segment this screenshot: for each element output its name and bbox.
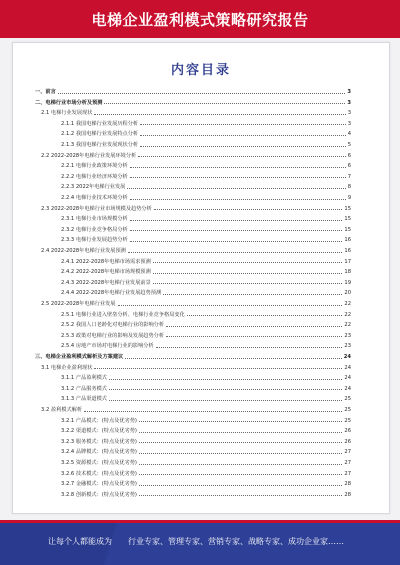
toc-entry-text: 2.1.3 我国电梯行业发展现状分析	[61, 142, 139, 148]
toc-entry-text: 三、电梯企业盈利模式解析及方案建议	[35, 354, 124, 360]
toc-entry-text: 2.4.2 2022-2028年电梯市场规模预测	[61, 269, 151, 276]
toc-entry-page: 25	[344, 407, 351, 413]
toc-entry[interactable]	[61, 172, 351, 180]
toc-entry[interactable]	[41, 363, 351, 371]
toc-entry-page: 26	[344, 438, 351, 445]
toc-entry[interactable]	[41, 108, 351, 116]
toc-entry[interactable]	[61, 341, 351, 349]
toc-entry-text: 2.5.1 电梯行业进入壁垒分析、电梯行业竞争格局变化	[61, 311, 185, 318]
toc-leader-dots	[153, 262, 343, 263]
toc-entry-page: 24	[344, 364, 351, 371]
toc-leader-dots	[94, 368, 342, 369]
toc-entry[interactable]	[41, 299, 351, 307]
toc-entry-text: 3.1 电梯企业盈利现状	[41, 364, 93, 371]
toc-entry-page: 17	[344, 258, 351, 265]
toc-entry[interactable]	[61, 214, 351, 222]
toc-leader-dots	[140, 146, 346, 147]
toc-entry-text: 3.2.6 技术模式：(特点及优劣势)	[61, 470, 137, 477]
toc-entry-text: 3.2.8 创新模式：(特点及优劣势)	[61, 491, 137, 498]
toc-entry-page: 22	[344, 311, 351, 318]
toc-entry-page: 4	[347, 131, 351, 138]
toc-leader-dots	[127, 188, 345, 189]
report-title: 电梯企业盈利模式策略研究报告	[91, 11, 309, 29]
toc-leader-dots	[166, 336, 342, 337]
toc-entry-page: 25	[344, 396, 351, 403]
toc-entry-page: 22	[344, 301, 351, 307]
toc-entry[interactable]	[41, 405, 351, 413]
toc-entry[interactable]	[61, 235, 351, 243]
report-header-bar	[0, 0, 400, 38]
toc-entry-text: 2.5.3 政策对电梯行业的影响及发展趋势分析	[61, 332, 165, 339]
toc-entry[interactable]	[61, 469, 351, 477]
toc-leader-dots	[139, 432, 342, 433]
footer-tags: 行业专家、管理专家、营销专家、战略专家、成功企业家……	[128, 537, 344, 546]
toc-entry-text: 2.5.4 房地产市场对电梯行业的影响分析	[61, 343, 154, 350]
toc-entry-text: 2.2.4 电梯行业技术环境分析	[61, 195, 128, 201]
toc-leader-dots	[94, 114, 345, 115]
toc-entry-page: 6	[347, 163, 351, 170]
toc-entry[interactable]	[61, 416, 351, 424]
toc-leader-dots	[118, 305, 343, 306]
toc-entry-text: 2.5 2022-2028年电梯行业发展	[41, 301, 116, 307]
toc-entry[interactable]	[61, 394, 351, 402]
footer-banner	[0, 520, 400, 565]
toc-entry[interactable]	[35, 98, 351, 106]
toc-entry-page: 7	[347, 173, 351, 180]
toc-entry-page: 3	[347, 110, 351, 117]
toc-entry-text: 2.4.3 2022-2028年电梯行业发展前景	[61, 279, 151, 286]
toc-entry-page: 28	[344, 481, 351, 488]
toc-leader-dots	[109, 389, 342, 390]
toc-entry-text: 3.2.3 服务模式：(特点及优劣势)	[61, 438, 137, 445]
toc-entry-page: 5	[347, 142, 351, 148]
toc-entry[interactable]	[61, 129, 351, 137]
toc-entry-text: 2.5.2 我国人口老龄化对电梯行业的影响分析	[61, 322, 165, 329]
toc-entry-page: 23	[344, 343, 351, 350]
toc-leader-dots	[130, 199, 346, 200]
toc-leader-dots	[138, 156, 345, 157]
toc-entry-page: 16	[344, 237, 351, 244]
toc-entry-page: 22	[344, 322, 351, 329]
toc-leader-dots	[139, 421, 342, 422]
toc-entry-page: 16	[344, 248, 351, 254]
toc-entry[interactable]	[41, 204, 351, 212]
toc-entry[interactable]	[61, 278, 351, 286]
toc-entry[interactable]	[61, 119, 351, 127]
toc-entry-page: 15	[344, 216, 351, 223]
toc-leader-dots	[139, 442, 342, 443]
toc-entry[interactable]	[61, 458, 351, 466]
toc-entry-page: 23	[344, 332, 351, 339]
toc-entry-page: 9	[347, 195, 351, 201]
toc-entry-page: 28	[344, 491, 351, 498]
toc-leader-dots	[153, 273, 343, 274]
toc-entry-page: 3	[347, 120, 351, 127]
toc-entry-page: 27	[344, 460, 351, 466]
toc-entry-text: 2.1 电梯行业发展现状	[41, 110, 93, 117]
toc-leader-dots	[130, 220, 343, 221]
toc-leader-dots	[130, 177, 346, 178]
toc-entry-text: 3.2.7 金融模式：(特点及优劣势)	[61, 481, 137, 488]
toc-entry[interactable]	[61, 225, 351, 233]
toc-entry[interactable]	[61, 447, 351, 455]
toc-entry[interactable]	[61, 384, 351, 392]
toc-entry-text: 2.2.3 2022年电梯行业发展	[61, 184, 126, 191]
toc-entry-page: 8	[347, 184, 351, 191]
toc-entry-page: 6	[347, 152, 351, 159]
toc-entry-text: 2.4.4 2022-2028年电梯行业发展趋势预测	[61, 290, 162, 297]
toc-entry[interactable]	[61, 310, 351, 318]
toc-entry-page: 3	[347, 99, 351, 106]
toc-leader-dots	[130, 241, 343, 242]
toc-entry[interactable]	[61, 140, 351, 148]
toc-entry-text: 2.4.1 2022-2028年电梯市场需求预测	[61, 258, 151, 265]
toc-leader-dots	[104, 103, 345, 104]
toc-entry-text: 2.3 2022-2028年电梯行业市场规模及趋势分析	[41, 205, 152, 212]
toc-entry[interactable]	[35, 87, 351, 95]
toc-entry-page: 25	[344, 417, 351, 424]
toc-leader-dots	[187, 315, 343, 316]
toc-leader-dots	[139, 474, 342, 475]
toc-leader-dots	[128, 252, 343, 253]
toc-leader-dots	[109, 400, 342, 401]
toc-leader-dots	[153, 283, 343, 284]
toc-leader-dots	[166, 326, 342, 327]
toc-entry-text: 2.3.1 电梯行业市场规模分析	[61, 216, 128, 223]
toc-entry-page: 24	[344, 375, 351, 382]
toc-entry-text: 2.2.1 电梯行业政策环境分析	[61, 163, 128, 170]
toc-entry[interactable]	[41, 246, 351, 254]
toc-entry[interactable]	[61, 426, 351, 434]
toc-leader-dots	[109, 379, 342, 380]
footer-accent-line	[0, 520, 400, 523]
toc-entry[interactable]	[61, 479, 351, 487]
toc-leader-dots	[140, 135, 346, 136]
toc-entry[interactable]	[61, 257, 351, 265]
toc-entry-page: 24	[343, 354, 351, 360]
toc-entry[interactable]	[61, 320, 351, 328]
toc-entry-text: 3.2.1 产品模式：(特点及优劣势)	[61, 417, 137, 424]
toc-entry-text: 3.2.2 渠道模式：(特点及优劣势)	[61, 428, 137, 435]
toc-entry[interactable]	[61, 331, 351, 339]
toc-entry[interactable]	[61, 193, 351, 201]
toc-leader-dots	[139, 495, 342, 496]
toc-entry[interactable]	[61, 267, 351, 275]
toc-entry[interactable]	[61, 182, 351, 190]
toc-title: 内容目录	[170, 63, 231, 78]
toc-entry-text: 3.2.4 品牌模式：(特点及优劣势)	[61, 449, 137, 456]
toc-entry-text: 3.2 盈利模式解析	[41, 407, 83, 413]
toc-entry-page: 19	[344, 279, 351, 286]
toc-entry-text: 2.2 2022-2028年电梯行业发展环境分析	[41, 152, 137, 159]
toc-entry-text: 3.1.2 产品服务模式	[61, 385, 107, 392]
toc-entry-text: 3.2.5 资源模式：(特点及优劣势)	[61, 460, 137, 466]
toc-leader-dots	[130, 230, 343, 231]
toc-entry-page: 3	[347, 89, 351, 95]
toc-leader-dots	[140, 124, 346, 125]
toc-entry-text: 2.3.2 电梯行业竞争格局分析	[61, 226, 128, 233]
toc-entry[interactable]	[61, 490, 351, 498]
toc-leader-dots	[139, 453, 342, 454]
toc-entry[interactable]	[41, 151, 351, 159]
toc-entry-page: 27	[344, 470, 351, 477]
toc-leader-dots	[125, 358, 342, 359]
toc-entry-text: 一、前言	[35, 89, 56, 95]
toc-entry-text: 2.3.3 电梯行业发展趋势分析	[61, 237, 128, 244]
toc-entry-page: 27	[344, 449, 351, 456]
toc-entry-text: 3.1.1 产品盈利模式	[61, 375, 107, 382]
toc-entry-text: 3.1.3 产品渠道模式	[61, 396, 107, 403]
toc-entry-page: 26	[344, 428, 351, 435]
toc-entry-text: 2.1.1 我国电梯行业发展历程分析	[61, 120, 139, 127]
toc-leader-dots	[58, 93, 346, 94]
toc-entry-page: 18	[344, 269, 351, 276]
toc-leader-dots	[139, 464, 342, 465]
toc-entry[interactable]	[35, 352, 351, 360]
toc-entry[interactable]	[61, 437, 351, 445]
footer-slogan: 让每个人都能成为	[48, 537, 112, 546]
toc-entry-page: 15	[344, 226, 351, 233]
toc-entry-text: 2.4 2022-2028年电梯行业发展预测	[41, 248, 126, 254]
toc-leader-dots	[163, 294, 342, 295]
toc-page	[12, 42, 390, 514]
toc-leader-dots	[154, 209, 343, 210]
toc-entry-page: 24	[344, 385, 351, 392]
toc-leader-dots	[84, 411, 342, 412]
toc-entry[interactable]	[61, 288, 351, 296]
toc-entry-text: 2.1.2 我国电梯行业发展特点分析	[61, 131, 139, 138]
toc-entry[interactable]	[61, 373, 351, 381]
toc-leader-dots	[156, 347, 343, 348]
toc-entry[interactable]	[61, 161, 351, 169]
toc-entry-text: 二、电梯行业市场分析及预测	[35, 99, 103, 106]
toc-entry-page: 20	[344, 290, 351, 297]
toc-entry-text: 2.2.2 电梯行业经济环境分析	[61, 173, 128, 180]
toc-leader-dots	[139, 485, 342, 486]
toc-leader-dots	[130, 167, 346, 168]
toc-entry-page: 15	[344, 205, 351, 212]
